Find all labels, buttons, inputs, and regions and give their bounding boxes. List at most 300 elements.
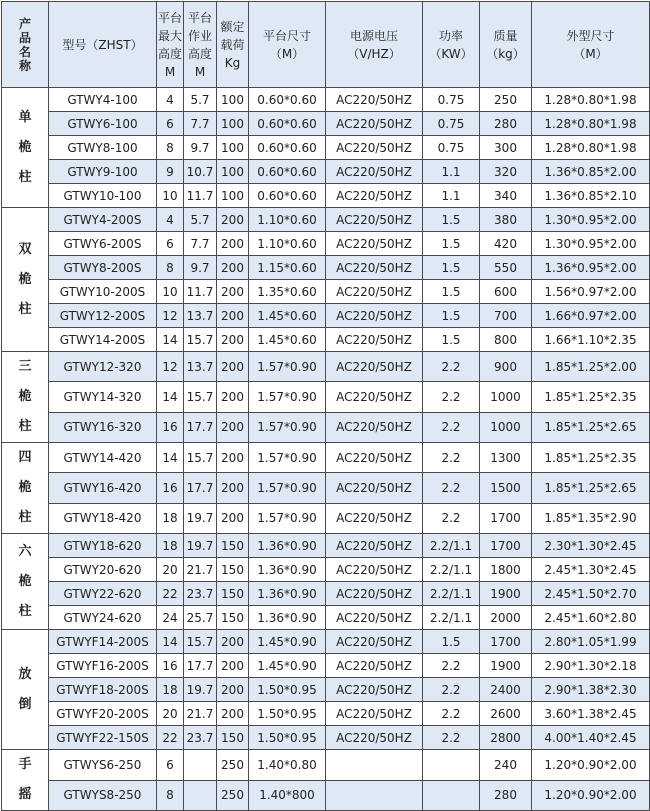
outer-size-cell: 2.90*1.30*2.18 — [532, 654, 650, 678]
voltage-cell: AC220/50HZ — [326, 630, 423, 654]
working-height-cell: 15.7 — [184, 630, 217, 654]
outer-size-cell: 1.85*1.25*2.65 — [532, 412, 650, 442]
max-height-cell: 6 — [157, 112, 184, 136]
outer-size-cell: 1.85*1.25*2.65 — [532, 473, 650, 503]
product-group-char: 桅 — [18, 139, 32, 155]
product-group-char: 柱 — [18, 603, 32, 619]
working-height-cell: 15.7 — [184, 443, 217, 473]
voltage-cell — [326, 780, 423, 811]
working-height-cell: 17.7 — [184, 412, 217, 442]
working-height-cell: 7.7 — [184, 112, 217, 136]
table-row — [2, 328, 650, 352]
header-line: 高度 — [157, 46, 182, 61]
rated-load-cell: 250 — [217, 750, 249, 781]
voltage-cell: AC220/50HZ — [326, 443, 423, 473]
working-height-cell: 21.7 — [184, 558, 217, 582]
model-cell: GTWY4-100 — [49, 88, 157, 112]
model-cell: GTWYF18-200S — [49, 678, 157, 702]
max-height-cell: 14 — [157, 328, 184, 352]
header-line: 额定 — [220, 19, 245, 34]
header-line: （M） — [573, 46, 608, 61]
table-row — [2, 750, 650, 781]
voltage-cell: AC220/50HZ — [326, 473, 423, 503]
outer-size-cell: 1.85*1.25*2.35 — [532, 443, 650, 473]
header-line: 电源电压 — [349, 28, 398, 43]
model-cell: GTWYS6-250 — [49, 750, 157, 781]
table-row — [2, 160, 650, 184]
working-height-cell: 15.7 — [184, 382, 217, 412]
platform-size-cell: 1.35*0.60 — [249, 280, 326, 304]
outer-size-cell: 1.85*1.35*2.90 — [532, 503, 650, 533]
model-cell: GTWY6-200S — [49, 232, 157, 256]
product-group-label — [2, 750, 49, 811]
table-row — [2, 606, 650, 630]
table-row — [2, 726, 650, 750]
voltage-cell: AC220/50HZ — [326, 304, 423, 328]
rated-load-cell: 150 — [217, 606, 249, 630]
voltage-cell: AC220/50HZ — [326, 112, 423, 136]
mass-cell: 300 — [480, 136, 532, 160]
voltage-cell: AC220/50HZ — [326, 534, 423, 558]
power-cell: 2.2 — [423, 412, 480, 442]
mass-cell: 1800 — [480, 558, 532, 582]
product-group-label — [2, 352, 49, 443]
header-line: 称 — [18, 58, 31, 73]
platform-size-cell: 1.45*0.90 — [249, 630, 326, 654]
power-cell: 2.2 — [423, 443, 480, 473]
header-line: 质量 — [493, 28, 518, 43]
mass-cell: 550 — [480, 256, 532, 280]
power-cell: 2.2 — [423, 473, 480, 503]
voltage-cell: AC220/50HZ — [326, 280, 423, 304]
model-cell: GTWY10-100 — [49, 184, 157, 208]
model-cell: GTWY20-620 — [49, 558, 157, 582]
outer-size-cell: 1.56*0.97*2.00 — [532, 280, 650, 304]
header-line: 品 — [18, 30, 31, 45]
voltage-cell: AC220/50HZ — [326, 184, 423, 208]
mass-cell: 2800 — [480, 726, 532, 750]
max-height-cell: 18 — [157, 678, 184, 702]
voltage-cell: AC220/50HZ — [326, 654, 423, 678]
rated-load-cell: 200 — [217, 503, 249, 533]
max-height-cell: 24 — [157, 606, 184, 630]
product-group-char: 桅 — [18, 389, 32, 404]
rated-load-cell: 200 — [217, 304, 249, 328]
max-height-cell: 12 — [157, 304, 184, 328]
outer-size-cell: 1.28*0.80*1.98 — [532, 136, 650, 160]
model-cell: GTWYS8-250 — [49, 780, 157, 811]
product-group-char: 单 — [18, 109, 32, 125]
model-cell: GTWY22-620 — [49, 582, 157, 606]
voltage-cell: AC220/50HZ — [326, 606, 423, 630]
voltage-cell: AC220/50HZ — [326, 328, 423, 352]
rated-load-cell: 200 — [217, 654, 249, 678]
voltage-cell: AC220/50HZ — [326, 558, 423, 582]
platform-size-cell: 1.45*0.90 — [249, 654, 326, 678]
working-height-cell: 23.7 — [184, 582, 217, 606]
working-height-cell: 23.7 — [184, 726, 217, 750]
voltage-cell: AC220/50HZ — [326, 136, 423, 160]
mass-cell: 340 — [480, 184, 532, 208]
platform-size-cell: 0.60*0.60 — [249, 136, 326, 160]
max-height-cell: 14 — [157, 382, 184, 412]
outer-size-cell: 1.30*0.95*2.00 — [532, 232, 650, 256]
rated-load-cell: 200 — [217, 382, 249, 412]
max-height-cell: 14 — [157, 630, 184, 654]
outer-size-cell: 2.45*1.30*2.45 — [532, 558, 650, 582]
header-row — [2, 2, 650, 88]
model-cell: GTWY24-620 — [49, 606, 157, 630]
mass-cell: 800 — [480, 328, 532, 352]
platform-size-cell: 1.50*0.95 — [249, 702, 326, 726]
model-cell: GTWY14-200S — [49, 328, 157, 352]
model-cell: GTWY14-320 — [49, 382, 157, 412]
product-group-char: 双 — [18, 241, 32, 257]
platform-size-cell: 1.57*0.90 — [249, 443, 326, 473]
outer-size-cell: 1.20*0.90*2.00 — [532, 750, 650, 781]
voltage-cell: AC220/50HZ — [326, 382, 423, 412]
platform-size-cell: 1.57*0.90 — [249, 382, 326, 412]
outer-size-cell: 1.20*0.90*2.00 — [532, 780, 650, 811]
model-cell: GTWY4-200S — [49, 208, 157, 232]
rated-load-cell: 150 — [217, 558, 249, 582]
model-cell: GTWY10-200S — [49, 280, 157, 304]
platform-size-cell: 1.50*0.95 — [249, 726, 326, 750]
table-row — [2, 88, 650, 112]
table-row — [2, 443, 650, 473]
table-row — [2, 412, 650, 442]
header-max-height — [157, 2, 184, 88]
header-platform-size — [249, 2, 326, 88]
outer-size-cell: 3.60*1.38*2.45 — [532, 702, 650, 726]
power-cell: 0.75 — [423, 136, 480, 160]
model-cell: GTWY8-200S — [49, 256, 157, 280]
mass-cell: 1700 — [480, 630, 532, 654]
rated-load-cell: 200 — [217, 702, 249, 726]
table-row — [2, 352, 650, 382]
platform-size-cell: 1.57*0.90 — [249, 473, 326, 503]
model-cell: GTWY9-100 — [49, 160, 157, 184]
table-row — [2, 558, 650, 582]
voltage-cell: AC220/50HZ — [326, 412, 423, 442]
mass-cell: 600 — [480, 280, 532, 304]
product-group-char: 柱 — [18, 510, 32, 525]
working-height-cell: 13.7 — [184, 352, 217, 382]
table-row — [2, 582, 650, 606]
product-group-label — [2, 208, 49, 352]
platform-size-cell: 1.36*0.90 — [249, 558, 326, 582]
max-height-cell: 18 — [157, 534, 184, 558]
rated-load-cell: 100 — [217, 88, 249, 112]
outer-size-cell: 2.80*1.05*1.99 — [532, 630, 650, 654]
power-cell: 1.5 — [423, 256, 480, 280]
table-row — [2, 280, 650, 304]
power-cell: 1.1 — [423, 184, 480, 208]
table-row — [2, 702, 650, 726]
header-outer-size — [532, 2, 650, 88]
header-line: 外型尺寸 — [566, 28, 615, 43]
platform-size-cell: 0.60*0.60 — [249, 88, 326, 112]
max-height-cell: 16 — [157, 412, 184, 442]
table-row — [2, 208, 650, 232]
platform-size-cell: 0.60*0.60 — [249, 184, 326, 208]
voltage-cell: AC220/50HZ — [326, 160, 423, 184]
platform-size-cell: 1.10*0.60 — [249, 232, 326, 256]
voltage-cell: AC220/50HZ — [326, 232, 423, 256]
max-height-cell: 12 — [157, 352, 184, 382]
max-height-cell: 22 — [157, 726, 184, 750]
max-height-cell: 4 — [157, 208, 184, 232]
product-group-char: 摇 — [18, 787, 32, 802]
mass-cell: 240 — [480, 750, 532, 781]
mass-cell: 1000 — [480, 412, 532, 442]
max-height-cell: 8 — [157, 256, 184, 280]
platform-size-cell: 1.36*0.90 — [249, 534, 326, 558]
outer-size-cell: 1.66*0.97*2.00 — [532, 304, 650, 328]
product-group-label — [2, 88, 49, 208]
max-height-cell: 4 — [157, 88, 184, 112]
header-line: （V/HZ） — [347, 46, 401, 61]
header-line: M — [164, 64, 176, 79]
platform-size-cell: 1.40*800 — [249, 780, 326, 811]
rated-load-cell: 150 — [217, 582, 249, 606]
rated-load-cell: 250 — [217, 780, 249, 811]
max-height-cell: 10 — [157, 280, 184, 304]
spec-table — [1, 1, 650, 811]
rated-load-cell: 100 — [217, 160, 249, 184]
power-cell: 2.2/1.1 — [423, 606, 480, 630]
rated-load-cell: 200 — [217, 443, 249, 473]
working-height-cell: 11.7 — [184, 184, 217, 208]
outer-size-cell: 1.85*1.25*2.00 — [532, 352, 650, 382]
header-line: 产 — [18, 16, 31, 31]
working-height-cell: 13.7 — [184, 304, 217, 328]
platform-size-cell: 0.60*0.60 — [249, 112, 326, 136]
product-group-char: 桅 — [18, 271, 32, 287]
power-cell: 2.2 — [423, 382, 480, 412]
working-height-cell: 19.7 — [184, 678, 217, 702]
power-cell — [423, 750, 480, 781]
header-line: （M） — [269, 46, 305, 61]
header-line: 功率 — [438, 28, 463, 43]
product-group-label — [2, 534, 49, 630]
model-cell: GTWY12-320 — [49, 352, 157, 382]
working-height-cell: 17.7 — [184, 473, 217, 503]
power-cell — [423, 780, 480, 811]
product-group-char: 柱 — [18, 301, 32, 317]
max-height-cell: 6 — [157, 232, 184, 256]
header-working-height — [184, 2, 217, 88]
working-height-cell: 15.7 — [184, 328, 217, 352]
outer-size-cell: 2.30*1.30*2.45 — [532, 534, 650, 558]
platform-size-cell: 1.57*0.90 — [249, 503, 326, 533]
max-height-cell: 14 — [157, 443, 184, 473]
header-line: 名 — [18, 44, 31, 59]
header-product-name — [2, 2, 49, 88]
power-cell: 1.5 — [423, 304, 480, 328]
rated-load-cell: 200 — [217, 678, 249, 702]
table-row — [2, 780, 650, 811]
table-row — [2, 232, 650, 256]
mass-cell: 280 — [480, 780, 532, 811]
outer-size-cell: 1.28*0.80*1.98 — [532, 88, 650, 112]
voltage-cell: AC220/50HZ — [326, 503, 423, 533]
mass-cell: 420 — [480, 232, 532, 256]
table-row — [2, 304, 650, 328]
power-cell: 2.2/1.1 — [423, 582, 480, 606]
max-height-cell: 16 — [157, 473, 184, 503]
power-cell: 2.2/1.1 — [423, 558, 480, 582]
voltage-cell: AC220/50HZ — [326, 582, 423, 606]
header-line: 最大 — [157, 28, 182, 43]
mass-cell: 2000 — [480, 606, 532, 630]
model-cell: GTWY14-420 — [49, 443, 157, 473]
header-line: （KW） — [429, 46, 473, 61]
working-height-cell: 17.7 — [184, 654, 217, 678]
max-height-cell: 16 — [157, 654, 184, 678]
table-row — [2, 534, 650, 558]
voltage-cell: AC220/50HZ — [326, 352, 423, 382]
product-group-char: 倒 — [18, 696, 32, 712]
max-height-cell: 9 — [157, 160, 184, 184]
product-group-char: 放 — [18, 666, 32, 682]
product-group-char: 六 — [18, 543, 32, 559]
power-cell: 1.5 — [423, 208, 480, 232]
max-height-cell: 8 — [157, 780, 184, 811]
mass-cell: 700 — [480, 304, 532, 328]
platform-size-cell: 1.36*0.90 — [249, 606, 326, 630]
model-cell: GTWYF22-150S — [49, 726, 157, 750]
model-cell: GTWYF14-200S — [49, 630, 157, 654]
rated-load-cell: 100 — [217, 184, 249, 208]
rated-load-cell: 100 — [217, 136, 249, 160]
table-row — [2, 184, 650, 208]
working-height-cell: 5.7 — [184, 208, 217, 232]
power-cell: 1.5 — [423, 630, 480, 654]
product-group-label — [2, 443, 49, 534]
model-cell: GTWY12-200S — [49, 304, 157, 328]
power-cell: 1.5 — [423, 232, 480, 256]
max-height-cell: 6 — [157, 750, 184, 781]
product-group-char: 柱 — [18, 419, 32, 434]
outer-size-cell: 4.00*1.40*2.45 — [532, 726, 650, 750]
working-height-cell: 25.7 — [184, 606, 217, 630]
working-height-cell: 19.7 — [184, 534, 217, 558]
voltage-cell: AC220/50HZ — [326, 702, 423, 726]
mass-cell: 1900 — [480, 654, 532, 678]
max-height-cell: 20 — [157, 558, 184, 582]
table-body — [2, 88, 650, 811]
power-cell: 2.2 — [423, 726, 480, 750]
table-row — [2, 136, 650, 160]
table-row — [2, 654, 650, 678]
max-height-cell: 18 — [157, 503, 184, 533]
outer-size-cell: 1.85*1.25*2.35 — [532, 382, 650, 412]
mass-cell: 900 — [480, 352, 532, 382]
max-height-cell: 20 — [157, 702, 184, 726]
max-height-cell: 22 — [157, 582, 184, 606]
model-cell: GTWY6-100 — [49, 112, 157, 136]
rated-load-cell: 150 — [217, 726, 249, 750]
model-cell: GTWY8-100 — [49, 136, 157, 160]
table-row — [2, 112, 650, 136]
header-mass — [480, 2, 532, 88]
product-group-char: 四 — [18, 450, 32, 465]
outer-size-cell: 1.66*1.10*2.35 — [532, 328, 650, 352]
table-row — [2, 382, 650, 412]
voltage-cell: AC220/50HZ — [326, 678, 423, 702]
outer-size-cell: 2.90*1.38*2.30 — [532, 678, 650, 702]
rated-load-cell: 200 — [217, 473, 249, 503]
working-height-cell — [184, 780, 217, 811]
header-line: （kg） — [486, 46, 525, 61]
mass-cell: 280 — [480, 112, 532, 136]
power-cell: 2.2 — [423, 678, 480, 702]
header-line: 载荷 — [220, 37, 245, 52]
product-group-char: 三 — [18, 359, 32, 374]
power-cell: 2.2 — [423, 654, 480, 678]
working-height-cell: 21.7 — [184, 702, 217, 726]
header-line: 平台 — [187, 10, 212, 25]
voltage-cell: AC220/50HZ — [326, 208, 423, 232]
rated-load-cell: 200 — [217, 412, 249, 442]
model-cell: GTWY16-420 — [49, 473, 157, 503]
platform-size-cell: 0.60*0.60 — [249, 160, 326, 184]
outer-size-cell: 2.45*1.60*2.80 — [532, 606, 650, 630]
model-cell: GTWYF20-200S — [49, 702, 157, 726]
outer-size-cell: 1.28*0.80*1.98 — [532, 112, 650, 136]
platform-size-cell: 1.45*0.60 — [249, 328, 326, 352]
platform-size-cell: 1.45*0.60 — [249, 304, 326, 328]
mass-cell: 1500 — [480, 473, 532, 503]
platform-size-cell: 1.15*0.60 — [249, 256, 326, 280]
voltage-cell: AC220/50HZ — [326, 726, 423, 750]
mass-cell: 380 — [480, 208, 532, 232]
product-group-char: 桅 — [18, 573, 32, 589]
working-height-cell: 19.7 — [184, 503, 217, 533]
power-cell: 2.2 — [423, 503, 480, 533]
rated-load-cell: 100 — [217, 112, 249, 136]
outer-size-cell: 1.36*0.85*2.10 — [532, 184, 650, 208]
mass-cell: 1900 — [480, 582, 532, 606]
product-group-char: 桅 — [18, 480, 32, 495]
header-line: Kg — [224, 55, 241, 70]
mass-cell: 1300 — [480, 443, 532, 473]
platform-size-cell: 1.36*0.90 — [249, 582, 326, 606]
max-height-cell: 8 — [157, 136, 184, 160]
header-line: 高度 — [187, 46, 212, 61]
working-height-cell: 7.7 — [184, 232, 217, 256]
rated-load-cell: 200 — [217, 280, 249, 304]
working-height-cell: 5.7 — [184, 88, 217, 112]
rated-load-cell: 200 — [217, 328, 249, 352]
platform-size-cell: 1.57*0.90 — [249, 352, 326, 382]
header-line: 平台尺寸 — [262, 28, 311, 43]
header-model — [49, 2, 157, 88]
power-cell: 1.5 — [423, 328, 480, 352]
mass-cell: 1700 — [480, 534, 532, 558]
max-height-cell: 10 — [157, 184, 184, 208]
table-row — [2, 630, 650, 654]
model-cell: GTWY16-320 — [49, 412, 157, 442]
model-cell: GTWY18-420 — [49, 503, 157, 533]
product-group-char: 柱 — [18, 169, 32, 185]
platform-size-cell: 1.50*0.95 — [249, 678, 326, 702]
power-cell: 1.1 — [423, 160, 480, 184]
header-power — [423, 2, 480, 88]
power-cell: 2.2/1.1 — [423, 534, 480, 558]
table-row — [2, 503, 650, 533]
